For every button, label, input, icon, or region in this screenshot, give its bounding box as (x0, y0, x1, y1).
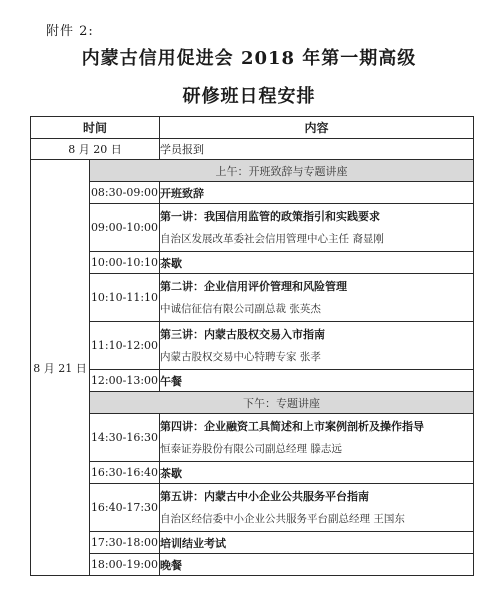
row-time: 16:40-17:30 (90, 484, 160, 532)
row-time: 09:00-10:00 (90, 204, 160, 252)
schedule-table (30, 116, 474, 576)
row-title: 开班致辞 (160, 182, 474, 204)
row-time: 18:00-19:00 (90, 554, 160, 576)
lecture-speaker: 恒泰证券股份有限公司副总经理 滕志远 (160, 442, 342, 455)
row-time: 11:10-12:00 (90, 322, 160, 370)
row-time: 10:10-11:10 (90, 274, 160, 322)
afternoon-session-label: 下午：专题讲座 (90, 392, 474, 414)
day1-content: 学员报到 (160, 139, 474, 160)
page-title-line-2: 研修班日程安排 (182, 86, 316, 107)
row-title: 茶歇 (160, 252, 474, 274)
row-content (160, 204, 474, 252)
row-title: 茶歇 (160, 462, 474, 484)
table-row (31, 139, 474, 160)
day2-date: 8 月 21 日 (31, 160, 90, 576)
row-title: 培训结业考试 (160, 532, 474, 554)
row-content (160, 322, 474, 370)
table-row (31, 274, 474, 322)
page-title-line-1: 内蒙古信用促进会 2018 年第一期高级 (81, 48, 417, 69)
row-title: 午餐 (160, 370, 474, 392)
table-row (31, 182, 474, 204)
table-header-row (31, 117, 474, 139)
attachment-label: 附件 2: (46, 24, 94, 39)
header-content: 内容 (160, 117, 474, 139)
table-row (31, 204, 474, 252)
lecture-speaker: 中诚信征信有限公司副总裁 张英杰 (160, 302, 321, 315)
day1-date: 8 月 20 日 (31, 139, 160, 160)
lecture-title: 第五讲：内蒙古中小企业公共服务平台指南 (160, 489, 370, 503)
row-time: 14:30-16:30 (90, 414, 160, 462)
lecture-title: 第三讲：内蒙古股权交易入市指南 (160, 327, 326, 341)
row-content (160, 414, 474, 462)
table-row (31, 484, 474, 532)
table-row (31, 554, 474, 576)
header-time: 时间 (31, 117, 160, 139)
lecture-speaker: 自治区发展改革委社会信用管理中心主任 裔显刚 (160, 232, 384, 245)
morning-session-row (31, 160, 474, 182)
table-row (31, 370, 474, 392)
table-row (31, 462, 474, 484)
row-time: 16:30-16:40 (90, 462, 160, 484)
row-content (160, 274, 474, 322)
lecture-title: 第四讲：企业融资工具简述和上市案例剖析及操作指导 (160, 419, 425, 433)
morning-session-label: 上午：开班致辞与专题讲座 (90, 160, 474, 182)
table-row (31, 532, 474, 554)
table-row (31, 322, 474, 370)
lecture-title: 第一讲：我国信用监管的政策指引和实践要求 (160, 209, 381, 223)
row-content (160, 484, 474, 532)
lecture-speaker: 自治区经信委中小企业公共服务平台副总经理 王国东 (160, 512, 405, 525)
afternoon-session-row (31, 392, 474, 414)
table-row (31, 252, 474, 274)
lecture-title: 第二讲：企业信用评价管理和风险管理 (160, 279, 348, 293)
row-time: 08:30-09:00 (90, 182, 160, 204)
row-time: 12:00-13:00 (90, 370, 160, 392)
row-title: 晚餐 (160, 554, 474, 576)
table-row (31, 414, 474, 462)
lecture-speaker: 内蒙古股权交易中心特聘专家 张孝 (160, 350, 321, 363)
row-time: 17:30-18:00 (90, 532, 160, 554)
row-time: 10:00-10:10 (90, 252, 160, 274)
